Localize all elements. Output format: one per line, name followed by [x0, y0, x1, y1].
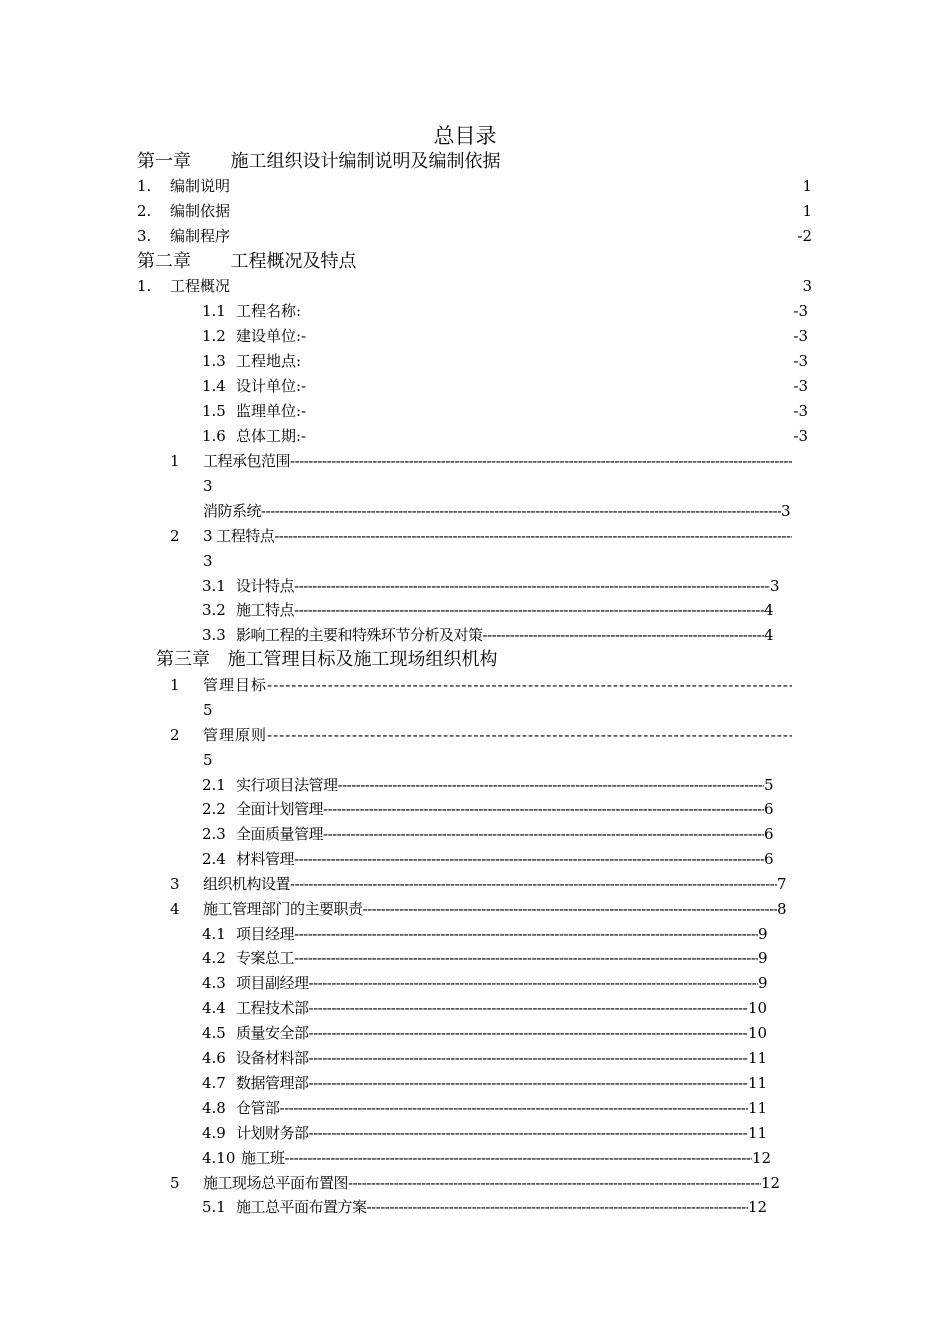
- chapter-label: 第一章: [137, 151, 191, 172]
- toc-entry-page: 5: [203, 751, 213, 769]
- toc-entry-leader: [236, 1098, 748, 1118]
- toc-entry-page: 3: [203, 552, 213, 570]
- toc-entry-leader: [236, 1023, 748, 1043]
- toc-entry-text: 实行项目法管理: [236, 776, 338, 794]
- toc-entry-page: 6: [764, 825, 774, 843]
- toc-entry-text: 设计特点: [236, 577, 295, 595]
- chapter-title: 施工管理目标及施工现场组织机构: [227, 649, 498, 670]
- toc-entry-number: 5: [170, 1174, 180, 1192]
- toc-entry-text: 质量安全部: [236, 1024, 309, 1042]
- toc-entry-page: 11: [748, 1099, 768, 1117]
- chapter-label: 第三章: [156, 649, 210, 670]
- toc-entry-page: 11: [748, 1074, 768, 1092]
- toc-entry-number: 4.3: [202, 974, 226, 992]
- toc-entry-page: -3: [793, 302, 808, 320]
- toc-entry-page: 9: [758, 974, 768, 992]
- toc-entry-text: 仓管部: [236, 1099, 280, 1117]
- toc-entry-page: 3: [802, 277, 812, 295]
- toc-entry-page: 11: [748, 1049, 768, 1067]
- toc-entry-leader: [236, 973, 758, 993]
- page-title: 总目录: [433, 124, 497, 148]
- toc-entry-number: 1: [170, 452, 180, 470]
- toc-entry-leader: [203, 725, 792, 745]
- toc-entry-text: 全面质量管理: [236, 825, 324, 843]
- chapter-heading: [137, 150, 500, 174]
- toc-entry-number: 1.: [137, 177, 152, 195]
- toc-entry-number: 4.4: [202, 999, 226, 1017]
- toc-entry-text: 全面计划管理: [236, 800, 324, 818]
- toc-entry-text: 建设单位:-: [236, 327, 307, 345]
- toc-entry-leader: [236, 625, 764, 645]
- toc-entry-text: 施工特点: [236, 601, 295, 619]
- toc-entry-number: 1.2: [202, 327, 226, 345]
- toc-entry-number: 1.6: [202, 427, 226, 445]
- chapter-label: 第二章: [137, 251, 191, 272]
- toc-entry-leader: [203, 899, 777, 919]
- toc-entry-text: 工程概况: [170, 277, 231, 295]
- toc-entry-page: 3: [770, 577, 780, 595]
- toc-entry-leader: [236, 1048, 748, 1068]
- toc-entry-page: 9: [758, 925, 768, 943]
- toc-entry-text: 消防系统: [203, 502, 262, 520]
- toc-entry-page: 4: [764, 626, 774, 644]
- toc-entry-text: 编制说明: [170, 177, 231, 195]
- toc-entry-text: 监理单位:-: [236, 402, 307, 420]
- toc-entry-number: 4: [170, 900, 180, 918]
- toc-entry-page: 4: [764, 601, 774, 619]
- toc-entry-page: 11: [748, 1124, 768, 1142]
- toc-entry-leader: [203, 501, 781, 521]
- toc-entry-leader: [236, 849, 764, 869]
- toc-entry-leader: [203, 526, 792, 546]
- chapter-title: 施工组织设计编制说明及编制依据: [230, 151, 501, 172]
- toc-entry-leader: [236, 998, 748, 1018]
- toc-entry-text: 编制程序: [170, 227, 231, 245]
- toc-entry-number: 2.3: [202, 825, 226, 843]
- toc-entry-number: 1.5: [202, 402, 226, 420]
- toc-entry-number: 5.1: [202, 1198, 226, 1216]
- toc-entry-text: 组织机构设置: [203, 875, 291, 893]
- toc-entry-number: 1: [170, 676, 180, 694]
- toc-entry-leader: [236, 799, 764, 819]
- toc-entry-page: 12: [748, 1198, 768, 1216]
- toc-entry-leader: [236, 600, 764, 620]
- toc-entry-text: 项目经理: [236, 925, 295, 943]
- toc-entry-number: 4.9: [202, 1124, 226, 1142]
- toc-entry-leader: [236, 576, 770, 596]
- chapter-heading: [137, 250, 356, 274]
- toc-entry-page: 7: [777, 875, 787, 893]
- toc-entry-leader: [236, 1073, 748, 1093]
- toc-entry-text: 施工班: [241, 1149, 285, 1167]
- toc-entry-leader: [236, 924, 758, 944]
- toc-entry-text: 影响工程的主要和特殊环节分析及对策: [236, 626, 483, 644]
- toc-entry-text: 工程技术部: [236, 999, 309, 1017]
- toc-entry-leader: [236, 824, 764, 844]
- toc-entry-text: 总体工期:-: [236, 427, 307, 445]
- toc-entry-leader: [236, 948, 758, 968]
- toc-entry-page: 8: [777, 900, 787, 918]
- chapter-title: 工程概况及特点: [230, 251, 357, 272]
- toc-entry-number: 3: [170, 875, 180, 893]
- toc-entry-page: 6: [764, 850, 774, 868]
- toc-entry-text: 专案总工: [236, 949, 295, 967]
- toc-entry-number: 4.2: [202, 949, 226, 967]
- toc-entry-leader: [203, 451, 792, 471]
- toc-entry-page: -3: [793, 352, 808, 370]
- toc-entry-text: 编制依据: [170, 202, 231, 220]
- chapter-heading: [156, 648, 497, 672]
- toc-entry-leader: [236, 775, 764, 795]
- toc-entry-number: 4.6: [202, 1049, 226, 1067]
- toc-entry-page: 10: [748, 1024, 768, 1042]
- toc-entry-number: 2: [170, 527, 180, 545]
- toc-entry-page: 1: [802, 177, 812, 195]
- toc-entry-leader: [203, 1173, 761, 1193]
- toc-entry-number: 4.8: [202, 1099, 226, 1117]
- toc-entry-text: 工程地点:: [236, 352, 302, 370]
- toc-entry-number: 4.5: [202, 1024, 226, 1042]
- toc-entry-text: 材料管理: [236, 850, 295, 868]
- toc-entry-page: 5: [764, 776, 774, 794]
- toc-entry-page: 3: [203, 477, 213, 495]
- toc-entry-number: 2: [170, 726, 180, 744]
- toc-entry-page: -3: [793, 377, 808, 395]
- toc-entry-text: 计划财务部: [236, 1124, 309, 1142]
- toc-entry-page: 3: [781, 502, 791, 520]
- toc-entry-number: 2.: [137, 202, 152, 220]
- toc-entry-number: 4.7: [202, 1074, 226, 1092]
- toc-entry-number: 3.3: [202, 626, 226, 644]
- toc-entry-page: -3: [793, 327, 808, 345]
- toc-entry-text: 3 工程特点: [203, 527, 275, 545]
- toc-entry-text: 工程名称:: [236, 302, 302, 320]
- toc-entry-number: 2.1: [202, 776, 226, 794]
- toc-entry-page: 10: [748, 999, 768, 1017]
- toc-entry-number: 3.1: [202, 577, 226, 595]
- toc-entry-page: 12: [752, 1149, 772, 1167]
- toc-entry-text: 项目副经理: [236, 974, 309, 992]
- toc-entry-number: 2.2: [202, 800, 226, 818]
- toc-entry-page: 1: [802, 202, 812, 220]
- toc-entry-text: 施工总平面布置方案: [236, 1198, 367, 1216]
- toc-entry-page: 12: [761, 1174, 781, 1192]
- toc-entry-text: 施工管理部门的主要职责: [203, 900, 363, 918]
- toc-entry-leader: [236, 1197, 748, 1217]
- toc-entry-number: 1.: [137, 277, 152, 295]
- toc-entry-number: 1.3: [202, 352, 226, 370]
- toc-entry-text: 设备材料部: [236, 1049, 309, 1067]
- toc-entry-page: 9: [758, 949, 768, 967]
- toc-entry-text: 管理原则: [203, 726, 268, 744]
- toc-entry-leader: [236, 1123, 748, 1143]
- toc-entry-text: 施工现场总平面布置图: [203, 1174, 349, 1192]
- toc-entry-number: 2.4: [202, 850, 226, 868]
- toc-entry-text: 数据管理部: [236, 1074, 309, 1092]
- toc-entry-page: -3: [793, 427, 808, 445]
- toc-entry-leader: [203, 874, 777, 894]
- toc-entry-leader: [203, 675, 792, 695]
- toc-entry-page: 5: [203, 701, 213, 719]
- toc-entry-page: -3: [793, 402, 808, 420]
- toc-entry-number: 4.10: [202, 1149, 236, 1167]
- toc-entry-text: 设计单位:-: [236, 377, 307, 395]
- toc-entry-number: 3.2: [202, 601, 226, 619]
- toc-entry-leader: [241, 1148, 752, 1168]
- toc-entry-number: 1.1: [202, 302, 226, 320]
- toc-entry-number: 1.4: [202, 377, 226, 395]
- toc-entry-number: 4.1: [202, 925, 226, 943]
- toc-entry-page: -2: [797, 227, 812, 245]
- toc-entry-number: 3.: [137, 227, 152, 245]
- toc-entry-text: 工程承包范围: [203, 452, 291, 470]
- toc-entry-text: 管理目标: [203, 676, 268, 694]
- toc-entry-page: 6: [764, 800, 774, 818]
